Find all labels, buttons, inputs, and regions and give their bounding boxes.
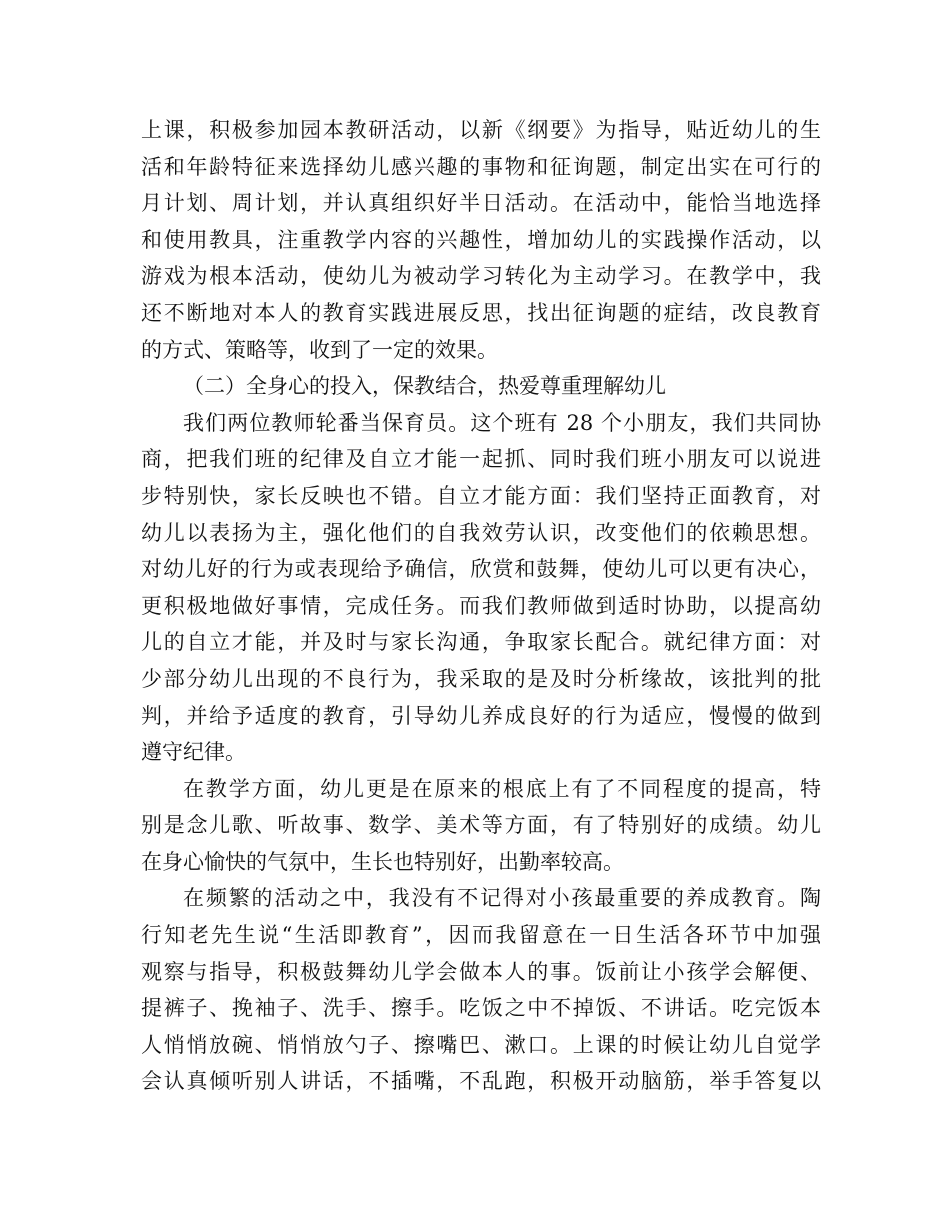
text-line: 人悄悄放碗、悄悄放勺子、擦嘴巴、漱口。上课的时候让幼儿自觉学 (141, 1032, 821, 1057)
text-line: 活和年龄特征来选择幼儿感兴趣的事物和征询题，制定出实在可行的 (141, 154, 821, 179)
text-line: 判，并给予适度的教育，引导幼儿养成良好的行为适应，慢慢的做到 (141, 703, 821, 728)
text-line: 遵守纪律。 (141, 740, 246, 765)
text-line: 对幼儿好的行为或表现给予确信，欣赏和鼓舞，使幼儿可以更有决心， (141, 557, 821, 582)
text-line: 幼儿以表扬为主，强化他们的自我效劳认识，改变他们的依赖思想。 (141, 520, 821, 545)
text-line: 会认真倾听别人讲话，不插嘴，不乱跑，积极开动脑筋，举手答复以 (141, 1069, 821, 1094)
text-line: 少部分幼儿出现的不良行为，我采取的是及时分析缘故，该批判的批 (141, 666, 821, 691)
text-line: 上课，积极参加园本教研活动，以新《纲要》为指导，贴近幼儿的生 (141, 118, 821, 142)
text-line: 步特别快，家长反映也不错。自立才能方面：我们坚持正面教育，对 (141, 483, 821, 508)
section-heading: （二）全身心的投入，保教结合，热爱尊重理解幼儿 (183, 374, 666, 399)
body-text (141, 112, 821, 1100)
text-line: 游戏为根本活动，使幼儿为被动学习转化为主动学习。在教学中，我 (141, 264, 821, 289)
text-line: 在频繁的活动之中，我没有不记得对小孩最重要的养成教育。陶 (183, 886, 821, 911)
text-line: 和使用教具，注重教学内容的兴趣性，增加幼儿的实践操作活动，以 (141, 227, 821, 252)
text-line: 儿的自立才能，并及时与家长沟通，争取家长配合。就纪律方面：对 (141, 630, 821, 655)
text-line: 商，把我们班的纪律及自立才能一起抓、同时我们班小朋友可以说进 (141, 447, 821, 472)
text-line: 我们两位教师轮番当保育员。这个班有 28 个小朋友，我们共同协 (183, 410, 821, 435)
text-line: 别是念儿歌、听故事、数学、美术等方面，有了特别好的成绩。幼儿 (141, 813, 821, 838)
text-line: 行知老先生说“生活即教育”，因而我留意在一日生活各环节中加强 (141, 923, 821, 948)
text-line: 的方式、策略等，收到了一定的效果。 (141, 337, 498, 362)
text-line: 在身心愉快的气氛中，生长也特别好，出勤率较高。 (141, 849, 624, 874)
text-line: 月计划、周计划，并认真组织好半日活动。在活动中，能恰当地选择 (141, 191, 821, 216)
text-line: 提裤子、挽袖子、洗手、擦手。吃饭之中不掉饭、不讲话。吃完饭本 (141, 996, 821, 1021)
text-line: 观察与指导，积极鼓舞幼儿学会做本人的事。饭前让小孩学会解便、 (141, 959, 821, 984)
text-line: 更积极地做好事情，完成任务。而我们教师做到适时协助，以提高幼 (141, 593, 821, 618)
text-line: 在教学方面，幼儿更是在原来的根底上有了不同程度的提高，特 (183, 776, 821, 801)
text-line: 还不断地对本人的教育实践进展反思，找出征询题的症结，改良教育 (141, 300, 821, 325)
